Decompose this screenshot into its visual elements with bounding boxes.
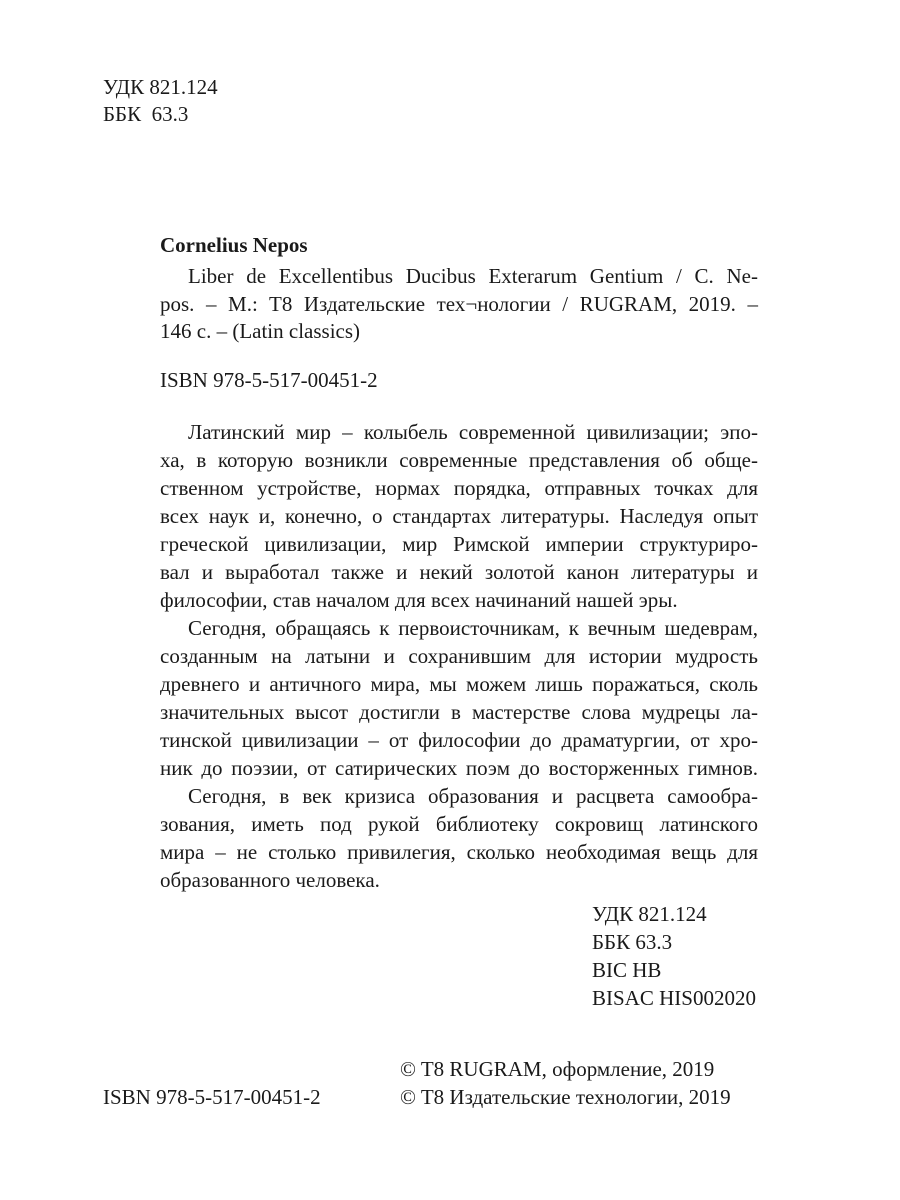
- classification-udk: УДК 821.124: [592, 902, 707, 926]
- record-isbn: ISBN 978-5-517-00451-2: [160, 368, 378, 392]
- annotation-paragraph-1: Латинский мир – колыбель современной цивилизации; эпо- ха, в которую возникли современные представления об обще- ственном устройстве, нормах порядка, отправных точках для всех наук и, конечно, о стандартах литературы. Наследуя опыт греческой цивилизации, мир Римской империи структуриро- вал и выработал также и некий золотой канон литературы и философии, став началом для всех начинаний нашей эры.: [160, 420, 758, 612]
- classification-bisac: BISAC HIS002020: [592, 986, 756, 1010]
- classification-bbk: ББК 63.3: [592, 930, 673, 954]
- classification-bic: BIC HB: [592, 958, 662, 982]
- footer-isbn: ISBN 978-5-517-00451-2: [103, 1085, 321, 1109]
- annotation-paragraph-3: Сегодня, в век кризиса образования и расцвета самообра- зования, иметь под рукой библиотеку сокровищ латинского мира – не столько привилегия, сколько необходимая вещь для образованного человека.: [160, 784, 758, 892]
- annotation-paragraph-2: Сегодня, обращаясь к первоисточникам, к вечным шедеврам, созданным на латыни и сохранившим для истории мудрость древнего и античного мира, мы можем лишь поражаться, сколь значительных высот достигли в мастерстве слова мудрецы ла- тинской цивилизации – от философии до драматургии, от хро- ник до поэзии, от сатирических поэм до восторженных гимнов.: [160, 616, 758, 780]
- description-line-2: pos. – M.: T8 Издательские тех¬нологии / RUGRAM, 2019. –: [160, 292, 758, 316]
- author-name: Cornelius Nepos: [160, 233, 308, 257]
- udk-header: УДК 821.124: [103, 75, 218, 99]
- bbk-header: ББК 63.3: [103, 102, 189, 126]
- copyright-t8: © T8 Издательские технологии, 2019: [400, 1085, 731, 1109]
- description-line-1: Liber de Excellentibus Ducibus Exterarum Gentium / C. Ne-: [188, 264, 758, 288]
- copyright-rugram: © T8 RUGRAM, оформление, 2019: [400, 1057, 715, 1081]
- description-line-3: 146 с. – (Latin classics): [160, 319, 361, 343]
- classification-block: [592, 900, 756, 1012]
